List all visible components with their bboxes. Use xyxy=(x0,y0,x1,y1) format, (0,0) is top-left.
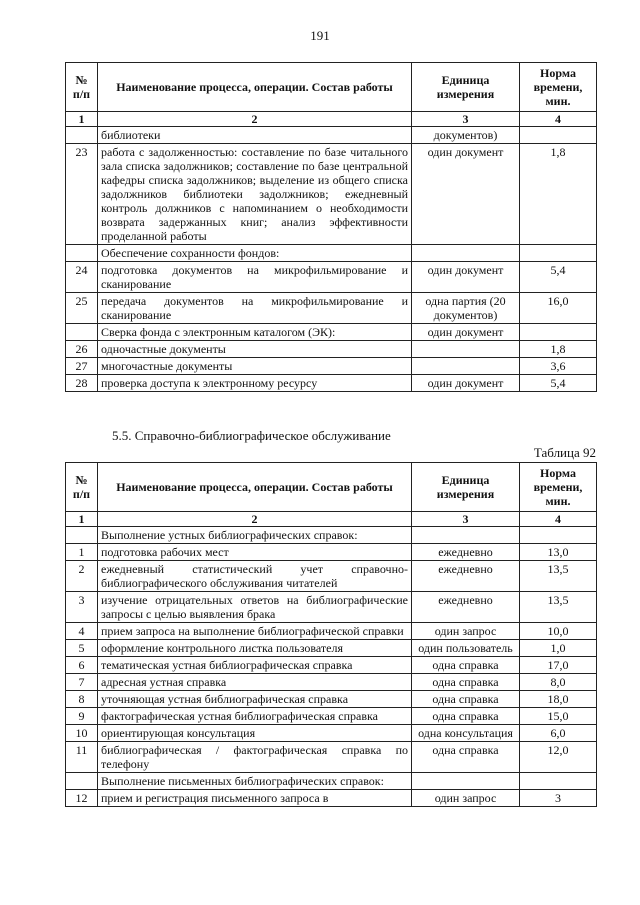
row-norm xyxy=(520,324,597,341)
table-row xyxy=(66,144,597,245)
table-row xyxy=(66,708,597,725)
row-description: библиографическая / фактографическая справка по телефону xyxy=(98,742,412,773)
row-norm: 3,6 xyxy=(520,358,597,375)
table-row xyxy=(66,657,597,674)
row-unit: одна консультация xyxy=(412,725,520,742)
row-description: Выполнение письменных библиографических справок: xyxy=(98,773,412,790)
row-norm: 17,0 xyxy=(520,657,597,674)
row-number xyxy=(66,245,98,262)
header-num: № п/п xyxy=(66,463,98,512)
row-number: 10 xyxy=(66,725,98,742)
row-description: подготовка документов на микрофильмирование и сканирование xyxy=(98,262,412,293)
row-norm: 16,0 xyxy=(520,293,597,324)
col-number: 1 xyxy=(66,112,98,127)
row-norm: 1,0 xyxy=(520,640,597,657)
row-unit: одна партия (20 документов) xyxy=(412,293,520,324)
table-row xyxy=(66,358,597,375)
col-number: 1 xyxy=(66,512,98,527)
row-number: 1 xyxy=(66,544,98,561)
row-norm: 10,0 xyxy=(520,623,597,640)
row-description: тематическая устная библиографическая справка xyxy=(98,657,412,674)
col-number: 4 xyxy=(520,512,597,527)
row-norm: 13,0 xyxy=(520,544,597,561)
row-description: передача документов на микрофильмирование и сканирование xyxy=(98,293,412,324)
row-unit xyxy=(412,358,520,375)
table-row xyxy=(66,544,597,561)
row-description: изучение отрицательных ответов на библиографические запросы с целью выявления брака xyxy=(98,592,412,623)
row-number: 23 xyxy=(66,144,98,245)
row-unit: одна справка xyxy=(412,674,520,691)
table-row xyxy=(66,592,597,623)
table-row xyxy=(66,790,597,807)
col-number: 3 xyxy=(412,112,520,127)
row-description: Обеспечение сохранности фондов: xyxy=(98,245,412,262)
norms-table-1 xyxy=(65,62,597,392)
header-name: Наименование процесса, операции. Состав работы xyxy=(98,463,412,512)
row-number: 9 xyxy=(66,708,98,725)
table-row xyxy=(66,293,597,324)
row-description: фактографическая устная библиографическая справка xyxy=(98,708,412,725)
col-number: 2 xyxy=(98,112,412,127)
row-norm: 13,5 xyxy=(520,592,597,623)
table-row xyxy=(66,691,597,708)
row-description: адресная устная справка xyxy=(98,674,412,691)
row-norm: 1,8 xyxy=(520,144,597,245)
row-norm: 6,0 xyxy=(520,725,597,742)
row-number: 25 xyxy=(66,293,98,324)
row-unit: один документ xyxy=(412,262,520,293)
row-description: библиотеки xyxy=(98,127,412,144)
row-number xyxy=(66,773,98,790)
table-row xyxy=(66,262,597,293)
table-row xyxy=(66,375,597,392)
row-unit xyxy=(412,527,520,544)
row-number: 4 xyxy=(66,623,98,640)
row-norm: 15,0 xyxy=(520,708,597,725)
row-number: 8 xyxy=(66,691,98,708)
row-number: 27 xyxy=(66,358,98,375)
row-description: уточняющая устная библиографическая справка xyxy=(98,691,412,708)
row-description: оформление контрольного листка пользователя xyxy=(98,640,412,657)
row-norm: 12,0 xyxy=(520,742,597,773)
column-number-row xyxy=(66,512,597,527)
row-number: 28 xyxy=(66,375,98,392)
row-description: Сверка фонда с электронным каталогом (ЭК): xyxy=(98,324,412,341)
row-number: 5 xyxy=(66,640,98,657)
col-number: 2 xyxy=(98,512,412,527)
row-unit: одна справка xyxy=(412,708,520,725)
row-unit: одна справка xyxy=(412,742,520,773)
row-unit xyxy=(412,773,520,790)
header-name: Наименование процесса, операции. Состав работы xyxy=(98,63,412,112)
col-number: 3 xyxy=(412,512,520,527)
row-number: 11 xyxy=(66,742,98,773)
row-description: многочастные документы xyxy=(98,358,412,375)
row-norm: 5,4 xyxy=(520,262,597,293)
row-unit: одна справка xyxy=(412,657,520,674)
row-unit: один запрос xyxy=(412,623,520,640)
table-row xyxy=(66,127,597,144)
row-unit: один пользователь xyxy=(412,640,520,657)
table-header-row xyxy=(66,463,597,512)
row-unit xyxy=(412,341,520,358)
norms-table-2 xyxy=(65,462,597,807)
row-unit: один документ xyxy=(412,324,520,341)
section-title: 5.5. Справочно-библиографическое обслуживание xyxy=(112,428,391,443)
table-row xyxy=(66,742,597,773)
row-unit: один запрос xyxy=(412,790,520,807)
row-unit: одна справка xyxy=(412,691,520,708)
row-description: прием и регистрация письменного запроса в xyxy=(98,790,412,807)
row-norm: 13,5 xyxy=(520,561,597,592)
row-norm xyxy=(520,245,597,262)
row-norm xyxy=(520,127,597,144)
table-row xyxy=(66,623,597,640)
column-number-row xyxy=(66,112,597,127)
header-norm: Норма времени, мин. xyxy=(520,463,597,512)
row-unit: документов) xyxy=(412,127,520,144)
row-description: ориентирующая консультация xyxy=(98,725,412,742)
row-unit: один документ xyxy=(412,375,520,392)
row-description: Выполнение устных библиографических справок: xyxy=(98,527,412,544)
row-norm: 18,0 xyxy=(520,691,597,708)
row-number: 26 xyxy=(66,341,98,358)
row-norm xyxy=(520,773,597,790)
row-number: 6 xyxy=(66,657,98,674)
row-unit: один документ xyxy=(412,144,520,245)
row-description: проверка доступа к электронному ресурсу xyxy=(98,375,412,392)
table-row xyxy=(66,324,597,341)
row-number: 12 xyxy=(66,790,98,807)
table-row xyxy=(66,341,597,358)
row-number xyxy=(66,324,98,341)
table-caption: Таблица 92 xyxy=(533,445,596,460)
table-header-row xyxy=(66,63,597,112)
row-norm: 1,8 xyxy=(520,341,597,358)
table2-body xyxy=(66,527,597,807)
col-number: 4 xyxy=(520,112,597,127)
table-row xyxy=(66,773,597,790)
table-row xyxy=(66,561,597,592)
table-row xyxy=(66,527,597,544)
row-description: одночастные документы xyxy=(98,341,412,358)
row-number: 3 xyxy=(66,592,98,623)
table1-body xyxy=(66,127,597,392)
header-num: № п/п xyxy=(66,63,98,112)
row-unit: ежедневно xyxy=(412,544,520,561)
table-row xyxy=(66,245,597,262)
table-row xyxy=(66,725,597,742)
header-unit: Единица измерения xyxy=(412,463,520,512)
row-norm: 3 xyxy=(520,790,597,807)
row-norm: 5,4 xyxy=(520,375,597,392)
row-description: ежедневный статистический учет справочно-библиографического обслуживания читателей xyxy=(98,561,412,592)
row-unit xyxy=(412,245,520,262)
row-number: 24 xyxy=(66,262,98,293)
header-norm: Норма времени, мин. xyxy=(520,63,597,112)
row-norm: 8,0 xyxy=(520,674,597,691)
row-norm xyxy=(520,527,597,544)
page-number: 191 xyxy=(310,28,330,43)
row-description: работа с задолженностью: составление по базе читального зала списка задолжников; составление по базе центральной кафедры списка задолжников; выделение из общего списка задолжников библиотеки задолжников; ежедневный контроль должников с напоминанием о необходимости возврата задержанных книг; анализ эффективности проделанной работы xyxy=(98,144,412,245)
row-number xyxy=(66,127,98,144)
row-description: подготовка рабочих мест xyxy=(98,544,412,561)
table-row xyxy=(66,674,597,691)
row-number: 2 xyxy=(66,561,98,592)
row-number: 7 xyxy=(66,674,98,691)
table-row xyxy=(66,640,597,657)
row-description: прием запроса на выполнение библиографической справки xyxy=(98,623,412,640)
header-unit: Единица измерения xyxy=(412,63,520,112)
row-unit: ежедневно xyxy=(412,592,520,623)
row-number xyxy=(66,527,98,544)
row-unit: ежедневно xyxy=(412,561,520,592)
